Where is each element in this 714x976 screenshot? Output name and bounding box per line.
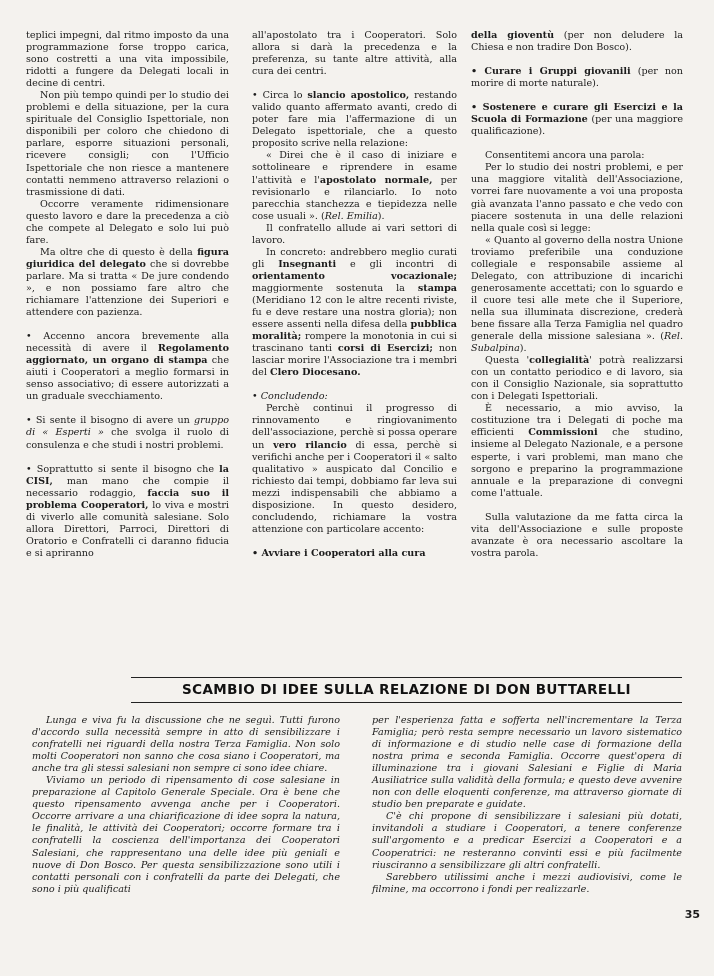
paragraph: È necessario, a mio avviso, la costituzione tra i Delegati di poche ma efficienti Commissioni che studino, insieme al Delegato Nazionale, e a persone esperte, i vari problemi, man mano che sorgono e preparino la programmazione annuale e la preparazione di convegni come l'attuale.: [471, 403, 683, 499]
paragraph: Per lo studio dei nostri problemi, e per una maggiore vitalità dell'Associazione, vorrei fare nuovamente a voi una proposta già avanzata l'anno passato e che vedo con piacere sostenuta in una delle relazioni nella quale così si legge:: [471, 162, 683, 234]
paragraph: Lunga e viva fu la discussione che ne seguì. Tutti furono d'accordo sulla necessità sempre in atto di sensibilizzare i confratelli nei riguardi della nostra Terza Famiglia. Non solo molti Cooperatori non sanno che cosa siano i Cooperatori, ma anche tra gli stessi salesiani non sempre ci sono idee chiare.: [32, 715, 340, 775]
paragraph: all'apostolato tra i Cooperatori. Solo allora si darà la precedenza e la preferenza, su tante altre attività, alla cura dei centri.: [252, 30, 457, 78]
paragraph: • Sostenere e curare gli Esercizi e la Scuola di Formazione (per una maggiore qualificazione).: [471, 102, 683, 138]
text-column-2: [252, 30, 457, 560]
paragraph: per l'esperienza fatta e sofferta nell'incrementare la Terza Famiglia; però resta sempre necessario un lavoro sistematico di informazione e di studio nelle case di formazione della nostra prima e seconda Famiglia. Occorre quest'opera di illuminazione tra i giovani Salesiani e Figlie di Maria Ausiliatrice sulla validità della formula; e questo deve avvenire non con delle eloquenti conferenze, ma attraverso giornate di studio ben preparate e guidate.: [372, 715, 682, 811]
paragraph: Sarebbero utilissimi anche i mezzi audiovisivi, come le filmine, ma occorrono i fondi per realizzarle.: [372, 871, 682, 895]
paragraph: • Circa lo slancio apostolico, restando valido quanto affermato avanti, credo di poter fare mia l'affermazione di un Delegato ispettoriale, che a questo proposito scrive nella relazione:: [252, 90, 457, 150]
discussion-column-1: [32, 715, 340, 896]
quote: « Direi che è il caso di iniziare e sottolineare e riprendere in esame l'attività e l'apostolato normale, per revisionarlo e rilanciarlo. Io noto parecchia stanchezza e tiepidezza nelle cose usuali ». (Rel. Emilia).: [252, 150, 457, 222]
paragraph: • Accenno ancora brevemente alla necessità di avere il Regolamento aggiornato, un organo di stampa che aiuti i Cooperatori a meglio formarsi in senso associativo; di essere autorizzati a un graduale svecchiamento.: [26, 331, 229, 403]
discussion-column-2: [372, 715, 682, 896]
paragraph: Sulla valutazione da me fatta circa la vita dell'Associazione e sulle proposte avanzate è ora necessario ascoltare la vostra parola.: [471, 511, 683, 559]
paragraph: Viviamo un periodo di ripensamento di cose salesiane in preparazione al Capitolo Generale Speciale. Ora è bene che questo ripensamento avvenga anche per i Cooperatori. Occorre arrivare a una chiarificazione di idee sopra la natura, le finalità, le attività dei Cooperatori; occorre formare tra i confratelli la coscienza dell'importanza dei Cooperatori Salesiani, che rappresentano una delle idee più geniali e nuove di Don Bosco. Per questa sensibilizzazione sono utili i contatti personali con i confratelli da parte dei Delegati, che sono i più qualificati: [32, 775, 340, 895]
paragraph: Occorre veramente ridimensionare questo lavoro e dare la precedenza a ciò che compete al Delegato e solo lui può fare.: [26, 198, 229, 246]
paragraph: Questa 'collegialità' potrà realizzarsi con un contatto periodico e di lavoro, sia con il Consiglio Nazionale, sia soprattutto con i Delegati Ispettoriali.: [471, 355, 683, 403]
paragraph: • Curare i Gruppi giovanili (per non morire di morte naturale).: [471, 66, 683, 90]
quote: « Quanto al governo della nostra Unione troviamo preferibile una conduzione collegiale e responsabile assieme al Delegato, con attribuzione di incarichi generosamente accettati; con lo sguardo e il cuore tesi alle mete che il Superiore, nella sua illuminata discrezione, crederà bene fissare alla Terza Famiglia nel quadro generale della missione salesiana ». (Rel. Subalpina).: [471, 234, 683, 355]
paragraph: Non più tempo quindi per lo studio dei problemi e della situazione, per la cura spirituale del Consiglio Ispettoriale, non disponibili per coloro che chiedono di parlare, esporre situazioni personali, ricevere consigli; con l'Ufficio Ispettoriale che non riesce a mantenere contatti nemmeno attraverso relazioni o trasmissione di dati.: [26, 90, 229, 198]
page-number: 35: [684, 908, 700, 921]
text-column-1: [26, 30, 229, 560]
paragraph: In concreto: andrebbero meglio curati gli Insegnanti e gli incontri di orientamento vocazionale; maggiormente sostenuta la stampa (Meridiano 12 con le altre recenti riviste, fu e deve restare una nostra gloria); non essere assenti nella difesa della pubblica moralità; rompere la monotonia in cui si trascinano tanti corsi di Esercizi; non lasciar morire l'Associazione tra i membri del Clero Diocesano.: [252, 246, 457, 379]
paragraph: della gioventù (per non deludere la Chiesa e non tradire Don Bosco).: [471, 30, 683, 54]
paragraph: C'è chi propone di sensibilizzare i salesiani più dotati, invitandoli a studiare i Cooperatori, a tenere conferenze sull'argomento e a predicar Esercizi a Cooperatori e a Cooperatrici: ne resteranno convinti essi e più facilmente riusciranno a sensibilizzare gli altri confratelli.: [372, 811, 682, 871]
paragraph: Consentitemi ancora una parola:: [485, 150, 645, 162]
paragraph: • Soprattutto si sente il bisogno che la CISI, man mano che compie il necessario rodaggio, faccia suo il problema Cooperatori, lo viva e mostri di viverlo alle comunità salesiane. Solo allora Direttori, Parroci, Direttori di Oratorio e Confratelli ci daranno fiducia e si apriranno: [26, 463, 229, 559]
paragraph: Perchè continui il progresso di rinnovamento e ringiovanimento dell'associazione, perchè si possa operare un vero rilancio di essa, perchè si verifichi anche per i Cooperatori il « salto qualitativo » auspicato dal Concilio e richiesto dai tempi, dobbiamo far leva sui mezzi indispensabili che abbiamo a disposizione. In questo desidero, concludendo, richiamare la vostra attenzione con particolare accento:: [252, 403, 457, 535]
text-column-3: [471, 30, 683, 560]
paragraph: • Avviare i Cooperatori alla cura: [252, 547, 426, 559]
paragraph: teplici impegni, dal ritmo imposto da una programmazione forse troppo carica, sono costretti a una vita impossibile, ridotti a fungere da Delegati locali in decine di centri.: [26, 30, 229, 90]
paragraph: • Si sente il bisogno di avere un gruppo di « Esperti » che svolga il ruolo di consulenza e che studi i nostri problemi.: [26, 415, 229, 451]
paragraph: Il confratello allude ai vari settori di lavoro.: [252, 222, 457, 246]
section-heading: • Concludendo:: [252, 391, 328, 403]
paragraph: Ma oltre che di questo è della figura giuridica del delegato che si dovrebbe parlare. Ma si tratta « De jure condendo », e non possiamo fare altro che richiamare l'attenzione dei Superiori e attendere con pazienza.: [26, 246, 230, 319]
section-title: SCAMBIO DI IDEE SULLA RELAZIONE DI DON BUTTARELLI: [131, 677, 682, 703]
